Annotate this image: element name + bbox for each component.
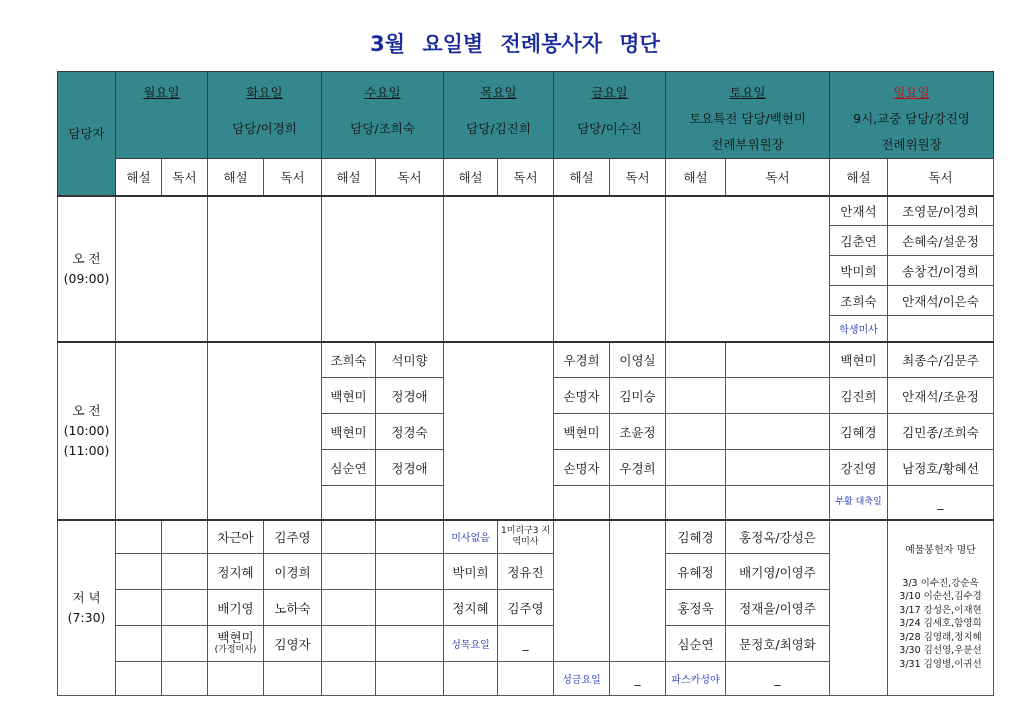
tue-morning9-cell (208, 196, 322, 342)
period-morning-9: 오 전 (09:00) (58, 196, 116, 342)
sun9-commentary: 안재석 (830, 196, 888, 226)
thu-eve-dash: _ (498, 626, 554, 662)
header-wednesday: 수요일 담당/조희숙 (322, 72, 444, 159)
fri-eve-dash: _ (610, 662, 666, 696)
wed10-reading: 정경애 (376, 378, 444, 414)
wed-eve-reading (376, 662, 444, 696)
sat-eve-commentary: 김혜경 (666, 520, 726, 554)
easter-label: 부활 대축일 (830, 486, 888, 520)
header-monday: 월요일 (116, 72, 208, 159)
mon-eve-reading (162, 520, 208, 554)
sat10-reading (726, 450, 830, 486)
fri-eve-commentary (554, 520, 610, 662)
sun-eve-commentary (830, 520, 888, 696)
tue-eve-reading: 김주영 (264, 520, 322, 554)
tue-morning10-cell (208, 342, 322, 520)
sun10-commentary: 백현미 (830, 342, 888, 378)
page-title: 3월 요일별 전례봉사자 명단 (370, 32, 660, 56)
wed-eve-reading (376, 554, 444, 590)
tue-eve-commentary: 배기영 (208, 590, 264, 626)
wed10-commentary: 심순연 (322, 450, 376, 486)
wed-reading: 독서 (376, 159, 444, 196)
thu-morning10-cell (444, 342, 554, 520)
fri-morning9-cell (554, 196, 666, 342)
paschal-vigil-label: 파스카성야 (666, 662, 726, 696)
sun9-empty (888, 316, 994, 342)
tue-eve-reading: 김영자 (264, 626, 322, 662)
sun10-reading: 안재석/조윤정 (888, 378, 994, 414)
mon-commentary: 해설 (116, 159, 162, 196)
fri10-reading: 김미승 (610, 378, 666, 414)
wed-commentary: 해설 (322, 159, 376, 196)
thu-eve-commentary: 정지혜 (444, 590, 498, 626)
mon-eve-commentary (116, 662, 162, 696)
wed-eve-commentary (322, 520, 376, 554)
wed-eve-commentary (322, 554, 376, 590)
volunteer-table (57, 71, 994, 696)
wed10-reading: 정경애 (376, 450, 444, 486)
home-mass-note: (가정미사) (214, 645, 257, 655)
thu-commentary: 해설 (444, 159, 498, 196)
thu-no-mass: 미사없음 (444, 520, 498, 554)
tue-eve-reading: 노하숙 (264, 590, 322, 626)
sun-reading: 독서 (888, 159, 994, 196)
tue-eve-commentary: 백현미 (가정미사) (208, 626, 264, 662)
wed-eve-reading (376, 590, 444, 626)
period-evening: 저 녁 (7:30) (58, 520, 116, 696)
fri10-commentary: 손명자 (554, 378, 610, 414)
tue-eve-commentary: 정지혜 (208, 554, 264, 590)
sun9-reading: 안재석/이은숙 (888, 286, 994, 316)
sat-eve-reading: 배기영/이영주 (726, 554, 830, 590)
sat-morning9-cell (666, 196, 830, 342)
student-mass-label: 학생미사 (830, 316, 888, 342)
sun10-commentary: 김혜경 (830, 414, 888, 450)
fri10-reading: 우경희 (610, 450, 666, 486)
mon-eve-commentary (116, 520, 162, 554)
fri10-reading: 조윤정 (610, 414, 666, 450)
sun9-commentary: 김춘연 (830, 226, 888, 256)
sat10-reading (726, 342, 830, 378)
sat-eve-reading: 정재을/이영주 (726, 590, 830, 626)
offering-item: 3/24 김세호,함영희 (899, 618, 982, 629)
tue-eve-commentary: 차근아 (208, 520, 264, 554)
offering-item: 3/3 이수진,강순옥 (902, 577, 979, 589)
sat-eve-reading: 문정호/최영화 (726, 626, 830, 662)
tue-eve-reading: 이경희 (264, 554, 322, 590)
header-saturday: 토요일 토요특전 담당/백현미 전례부위원장 (666, 72, 830, 159)
header-tuesday: 화요일 담당/이경희 (208, 72, 322, 159)
sun10-reading: 남정호/황혜선 (888, 450, 994, 486)
tue-reading: 독서 (264, 159, 322, 196)
sat10-commentary (666, 342, 726, 378)
sun10-reading: 최종수/김문주 (888, 342, 994, 378)
sun10-commentary: 김진희 (830, 378, 888, 414)
sun9-reading: 송창건/이경희 (888, 256, 994, 286)
tue-eve-commentary (208, 662, 264, 696)
offering-heading: 예물봉헌자 명단 (905, 544, 976, 556)
sun9-commentary: 조희숙 (830, 286, 888, 316)
thu-reading: 독서 (498, 159, 554, 196)
wed10-commentary: 백현미 (322, 378, 376, 414)
sun-commentary: 해설 (830, 159, 888, 196)
offering-item: 3/28 김영래,정지혜 (899, 631, 982, 643)
fri10-commentary: 백현미 (554, 414, 610, 450)
mon-eve-reading (162, 662, 208, 696)
fri-eve-reading (610, 520, 666, 662)
wed-eve-reading (376, 520, 444, 554)
wed-eve-commentary (322, 590, 376, 626)
mon-eve-commentary (116, 554, 162, 590)
thu-eve-commentary: 박미희 (444, 554, 498, 590)
offering-item: 3/31 김영병,이귀선 (899, 658, 982, 670)
mon-eve-reading (162, 626, 208, 662)
thu-area-mass: 1미리구3 지역미사 (498, 520, 554, 554)
mon-morning10-cell (116, 342, 208, 520)
tue-eve-reading (264, 662, 322, 696)
wed10-commentary: 백현미 (322, 414, 376, 450)
fri10-commentary: 우경희 (554, 342, 610, 378)
thu-eve-empty (498, 662, 554, 696)
wed-eve-commentary (322, 626, 376, 662)
sat-eve-commentary: 홍정욱 (666, 590, 726, 626)
fri10-commentary: 손명자 (554, 450, 610, 486)
wed-eve-reading (376, 626, 444, 662)
sun10-reading: 김민종/조희숙 (888, 414, 994, 450)
thu-eve-reading: 정유진 (498, 554, 554, 590)
sat10-empty (726, 486, 830, 520)
header-friday: 금요일 담당/이수진 (554, 72, 666, 159)
holy-friday-label: 성금요일 (554, 662, 610, 696)
sat10-commentary (666, 414, 726, 450)
sat10-reading (726, 414, 830, 450)
sat-commentary: 해설 (666, 159, 726, 196)
thu-eve-reading: 김주영 (498, 590, 554, 626)
header-thursday: 목요일 담당/김진희 (444, 72, 554, 159)
mon-eve-commentary (116, 590, 162, 626)
fri10-empty (610, 486, 666, 520)
mon-eve-commentary (116, 626, 162, 662)
sun9-reading: 조영문/이경희 (888, 196, 994, 226)
sun10-dash: _ (888, 486, 994, 520)
sat10-reading (726, 378, 830, 414)
wed10-empty (376, 486, 444, 520)
sat10-commentary (666, 378, 726, 414)
mon-eve-reading (162, 554, 208, 590)
sat-eve-reading: 홍정옥/강성은 (726, 520, 830, 554)
sat10-commentary (666, 450, 726, 486)
wed-morning9-cell (322, 196, 444, 342)
offering-item: 3/30 김선영,우분선 (899, 645, 982, 656)
sun9-commentary: 박미희 (830, 256, 888, 286)
sat-eve-dash: _ (726, 662, 830, 696)
sat10-empty (666, 486, 726, 520)
wed-eve-commentary (322, 662, 376, 696)
header-manager: 담당자 (58, 72, 116, 196)
sat-eve-commentary: 심순연 (666, 626, 726, 662)
sun9-reading: 손혜숙/설운정 (888, 226, 994, 256)
sun10-commentary: 강진영 (830, 450, 888, 486)
fri-commentary: 해설 (554, 159, 610, 196)
thu-morning9-cell (444, 196, 554, 342)
holy-thursday-label: 성목요일 (444, 626, 498, 662)
offering-list (888, 520, 994, 696)
mon-eve-reading (162, 590, 208, 626)
thu-eve-empty (444, 662, 498, 696)
sat-eve-commentary: 유혜정 (666, 554, 726, 590)
fri10-reading: 이영실 (610, 342, 666, 378)
tue-commentary: 해설 (208, 159, 264, 196)
offering-item: 3/17 강성은,이재현 (899, 604, 982, 616)
period-morning-10: 오 전 (10:00) (11:00) (58, 342, 116, 520)
wed10-reading: 정경숙 (376, 414, 444, 450)
header-sunday: 일요일 9시,교중 담당/강진영 전례위원장 (830, 72, 994, 159)
fri10-empty (554, 486, 610, 520)
offering-item: 3/10 이순선,김수경 (899, 591, 982, 602)
sat-reading: 독서 (726, 159, 830, 196)
fri-reading: 독서 (610, 159, 666, 196)
wed10-empty (322, 486, 376, 520)
wed10-commentary: 조희숙 (322, 342, 376, 378)
wed10-reading: 석미향 (376, 342, 444, 378)
mon-reading: 독서 (162, 159, 208, 196)
mon-morning9-cell (116, 196, 208, 342)
